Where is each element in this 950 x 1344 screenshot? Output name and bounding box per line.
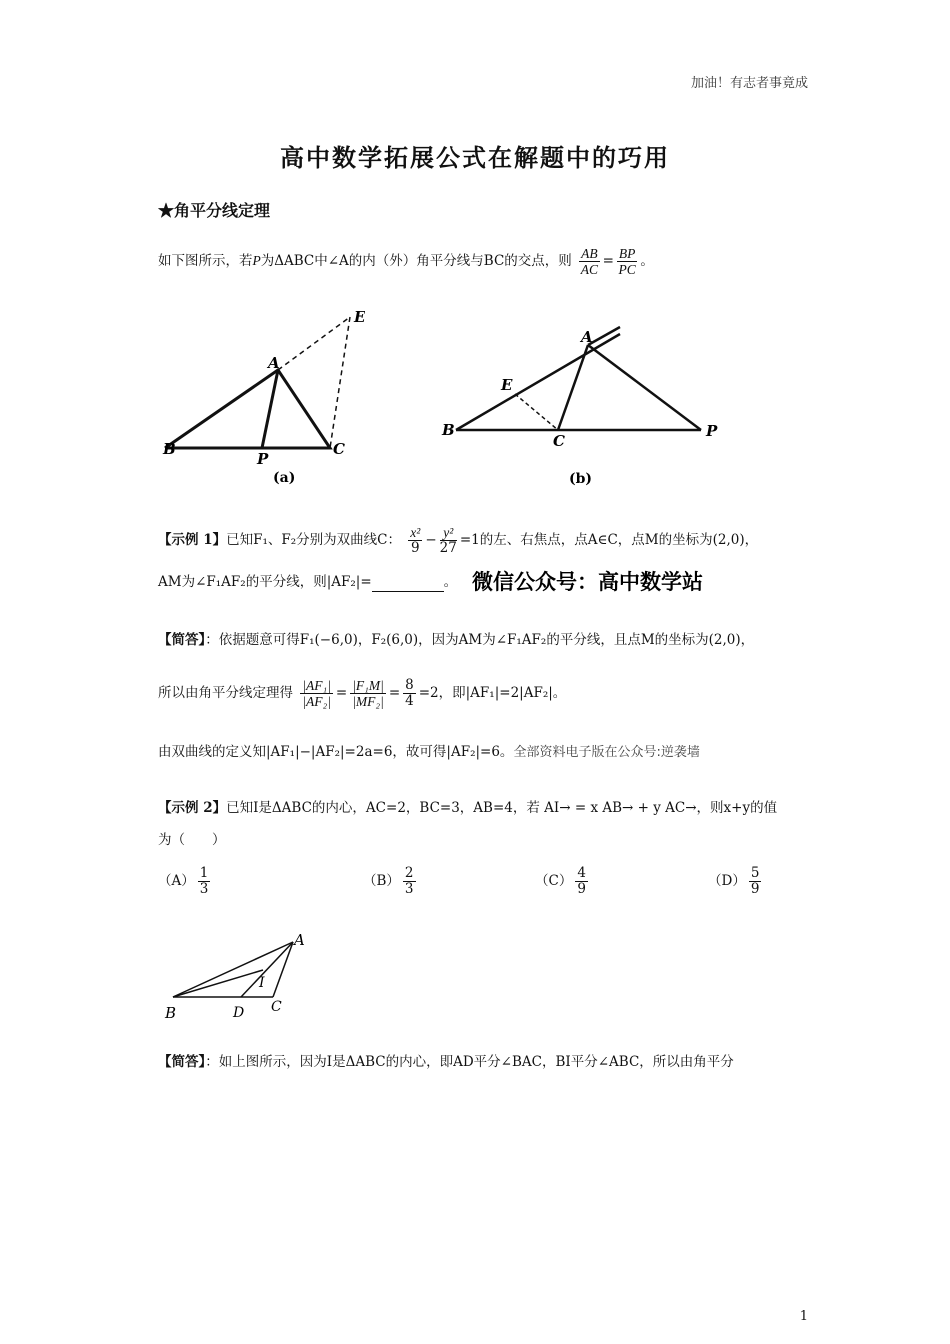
answer1-line1: 【简答】：依据题意可得F₁(−6,0)，F₂(6,0)，因为AM为∠F₁AF₂的平分线，且点M的坐标为(2,0)， xyxy=(158,632,755,648)
label-a: A xyxy=(581,328,593,346)
section-heading: ★角平分线定理 xyxy=(158,201,271,220)
fraction-y2-27: $\frac{\text{y²}}{27}$ xyxy=(439,525,457,556)
header-motto: 加油！有志者事竟成 xyxy=(690,76,808,91)
page-number: 1 xyxy=(799,1309,808,1324)
fraction-f1m-mf2: $\frac{\text{|F₁M|}}{\text{|MF₂|}}$ xyxy=(352,678,384,709)
label-c: C xyxy=(333,440,345,458)
label-b: B xyxy=(442,421,455,439)
answer-blank xyxy=(372,577,444,592)
label-p: P xyxy=(706,422,718,440)
fraction-af1-af2: $\frac{\text{|AF₁|}}{\text{|AF₂|}}$ xyxy=(302,678,331,709)
answer2-line1: 【简答】：如上图所示，因为I是ΔABC的内心，即AD平分∠BAC，BI平分∠ABC，所以由角平分 xyxy=(158,1054,734,1070)
fraction-ab-ac: $\frac{AB}{AC}$ xyxy=(580,246,598,277)
option-a: （A） $\frac{1}{3}$ xyxy=(158,865,209,897)
label-b: B xyxy=(163,440,176,458)
label-p: P xyxy=(257,450,269,468)
caption-a: (a) xyxy=(273,470,296,486)
example2-line2: 为（ ） xyxy=(158,832,226,848)
answer2-tag: 【简答】 xyxy=(158,1054,206,1070)
caption-b: (b) xyxy=(569,471,593,487)
label-b: B xyxy=(165,1004,177,1022)
example1-line1: 【示例 1】已知F₁、F₂分别为双曲线C： $\frac{\text{x²}}{9}$ − $\frac{\text{y²}}{27}$ =1的左、右焦点，点A∈C，点M的坐标为(2,0)， xyxy=(158,525,759,556)
option-d: （D） $\frac{5}{9}$ xyxy=(708,865,760,897)
label-d: D xyxy=(233,1005,245,1021)
label-a: A xyxy=(294,931,305,949)
option-c: （C） $\frac{4}{9}$ xyxy=(535,865,586,897)
label-i: I xyxy=(259,975,265,991)
example1-line2: AM为∠F₁AF₂的平分线，则|AF₂|= 。 xyxy=(158,574,458,590)
label-a: A xyxy=(268,354,280,372)
figure-incenter-diagram xyxy=(155,925,320,1025)
answer1-line2: 所以由角平分线定理得 $\frac{\text{|AF₁|}}{\text{|AF₂|}}$ = $\frac{\text{|F₁M|}}{\text{|MF₂|}}$ = $\frac{8}{4}$ =2，即|AF₁|=2|AF₂|。 xyxy=(158,677,567,709)
example2-line1: 【示例 2】已知I是ΔABC的内心，AC=2，BC=3，AB=4，若 AI→ = x AB→ + y AC→，则x+y的值 xyxy=(158,800,778,816)
figure-b-diagram xyxy=(438,318,738,493)
answer1-line3: 由双曲线的定义知|AF₁|−|AF₂|=2a=6，故可得|AF₂|=6。全部资料电子版在公众号:逆袭墙 xyxy=(158,744,700,760)
intro-text-a: 如下图所示，若 xyxy=(158,253,253,269)
resource-note: 全部资料电子版在公众号:逆袭墙 xyxy=(513,745,700,760)
watermark-wechat: 微信公众号：高中数学站 xyxy=(472,570,703,594)
answer1-tag: 【简答】 xyxy=(158,632,206,648)
example2-tag: 【示例 2】 xyxy=(158,800,227,816)
page-title: 高中数学拓展公式在解题中的巧用 xyxy=(280,143,670,172)
label-c: C xyxy=(553,432,565,450)
intro-point-p: P xyxy=(252,253,261,268)
fraction-x2-9: $\frac{\text{x²}}{9}$ xyxy=(410,525,421,556)
fraction-8-4: $\frac{8}{4}$ xyxy=(405,677,414,709)
option-b: （B） $\frac{2}{3}$ xyxy=(363,865,414,897)
fraction-bp-pc: $\frac{BP}{PC}$ xyxy=(618,246,636,277)
label-e: E xyxy=(501,376,513,394)
label-e: E xyxy=(354,308,365,326)
example1-tag: 【示例 1】 xyxy=(158,532,227,548)
intro-text-b: 为ΔABC中∠A的内（外）角平分线与BC的交点，则 xyxy=(260,253,572,269)
figure-a-diagram xyxy=(155,300,365,500)
label-c: C xyxy=(271,999,282,1015)
intro-paragraph: 如下图所示，若P为ΔABC中∠A的内（外）角平分线与BC的交点，则 $\frac{AB}{AC}$ = $\frac{BP}{PC}$ 。 xyxy=(158,246,654,277)
